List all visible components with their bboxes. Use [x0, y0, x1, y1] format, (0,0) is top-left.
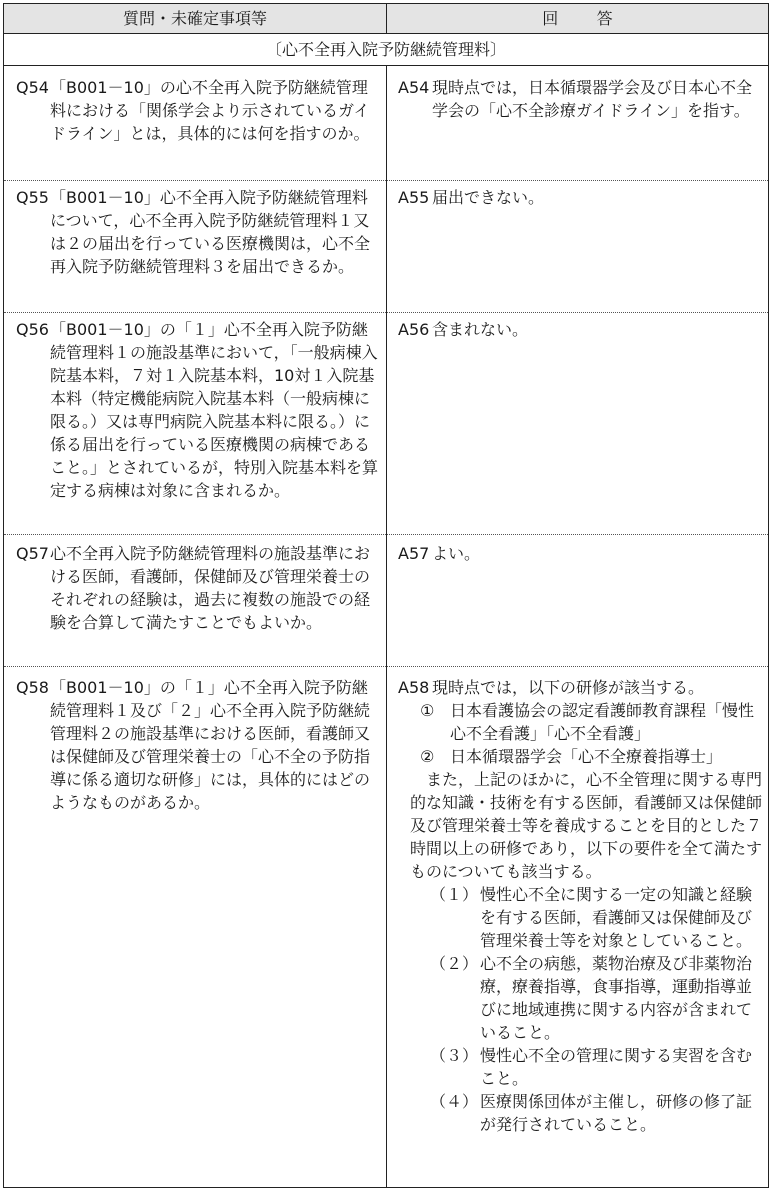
- row-separator: [4, 312, 768, 313]
- question-text: 「B001－10」の心不全再入院予防継続管理料における「関係学会より示されているガイドライン」とは，具体的には何を指すのか。: [50, 78, 370, 143]
- question-text: 「B001－10」心不全再入院予防継続管理料について，心不全再入院予防継続管理料１又は２の届出を行っている医療機関は，心不全再入院予防継続管理料３を届出できるか。: [50, 188, 371, 276]
- requirement-item: [430, 1044, 762, 1090]
- training-item: [420, 745, 762, 768]
- answer-number: A57: [398, 544, 430, 563]
- header-question: 質問・未確定事項等: [122, 9, 267, 28]
- training-item: [420, 699, 762, 745]
- question-number: Q55: [16, 188, 49, 207]
- answer-text: 届出できない。: [432, 188, 545, 207]
- list-mark: ②: [420, 747, 435, 766]
- answer-number: A58: [398, 678, 430, 697]
- question-57: [16, 542, 382, 634]
- requirement-item: [430, 883, 762, 952]
- req-mark: （１）: [430, 885, 479, 904]
- question-58: [16, 676, 382, 814]
- req-text: 慢性心不全の管理に関する実習を含むこと。: [480, 1046, 753, 1088]
- answer-number: A54: [398, 78, 430, 97]
- question-56: [16, 318, 382, 502]
- row-separator: [4, 666, 768, 667]
- section-title: 〔心不全再入院予防継続管理料〕: [4, 34, 768, 66]
- req-mark: （４）: [430, 1092, 479, 1111]
- question-text: 心不全再入院予防継続管理料の施設基準における医師，看護師，保健師及び管理栄養士のそれぞれの経験は，過去に複数の施設での経験を合算して満たすことでもよいか。: [50, 544, 371, 632]
- question-text: 「B001－10」の「１」心不全再入院予防継続管理料１の施設基準において，「一般病棟入院基本料，７対１入院基本料，10対１入院基本料（特定機能病院入院基本料（一般病棟に限る。）又は専門病院入院基本料に限る。）に係る届出を行っている医療機関の病棟であること。」とされているが，特別入院基本料を算定する病棟は対象に含まれるか。: [50, 320, 379, 500]
- answer-text: 現時点では，日本循環器学会及び日本心不全学会の「心不全診療ガイドライン」を指す。: [432, 78, 753, 120]
- answer-number: A55: [398, 188, 430, 207]
- question-text: 「B001－10」の「１」心不全再入院予防継続管理料１及び「２」心不全再入院予防継続管理料２の施設基準における医師，看護師又は保健師及び管理栄養士の「心不全の予防指導に係る適切な研修」には，具体的にはどのようなものがあるか。: [50, 678, 371, 812]
- list-mark: ①: [420, 701, 435, 720]
- req-text: 医療関係団体が主催し，研修の修了証が発行されていること。: [480, 1092, 753, 1134]
- qa-table: [3, 3, 769, 1188]
- question-number: Q54: [16, 78, 49, 97]
- column-divider: [386, 66, 387, 1187]
- answer-56: [398, 318, 762, 341]
- requirement-item: [430, 952, 762, 1044]
- list-text: 日本看護協会の認定看護師教育課程「慢性心不全看護」「心不全看護」: [450, 701, 755, 743]
- answer-text: 含まれない。: [432, 320, 529, 339]
- question-number: Q56: [16, 320, 49, 339]
- row-separator: [4, 534, 768, 535]
- requirement-item: [430, 1090, 762, 1136]
- header-divider: [386, 4, 387, 34]
- question-number: Q57: [16, 544, 49, 563]
- row-separator: [4, 180, 768, 181]
- question-55: [16, 186, 382, 278]
- answer-number: A56: [398, 320, 430, 339]
- answer-text: 現時点では，以下の研修が該当する。: [432, 678, 705, 697]
- answer-57: [398, 542, 762, 565]
- answer-58: [398, 676, 762, 1136]
- req-mark: （３）: [430, 1046, 479, 1065]
- header-answer: 回答: [542, 9, 652, 28]
- req-text: 慢性心不全に関する一定の知識と経験を有する医師，看護師又は保健師及び管理栄養士等を対象としていること。: [480, 885, 753, 950]
- req-mark: （２）: [430, 954, 479, 973]
- list-text: 日本循環器学会「心不全療養指導士」: [450, 747, 723, 766]
- answer-55: [398, 186, 762, 209]
- answer-paragraph: また，上記のほかに，心不全管理に関する専門的な知識・技術を有する医師，看護師又は保健師及び管理栄養士等を養成することを目的とした７時間以上の研修であり，以下の要件を全て満たすものについても該当する。: [410, 770, 763, 881]
- question-number: Q58: [16, 678, 49, 697]
- req-text: 心不全の病態，薬物治療及び非薬物治療，療養指導，食事指導，運動指導並びに地域連携に関する内容が含まれていること。: [480, 954, 753, 1042]
- answer-54: [398, 76, 762, 122]
- question-54: [16, 76, 382, 145]
- answer-text: よい。: [432, 544, 481, 563]
